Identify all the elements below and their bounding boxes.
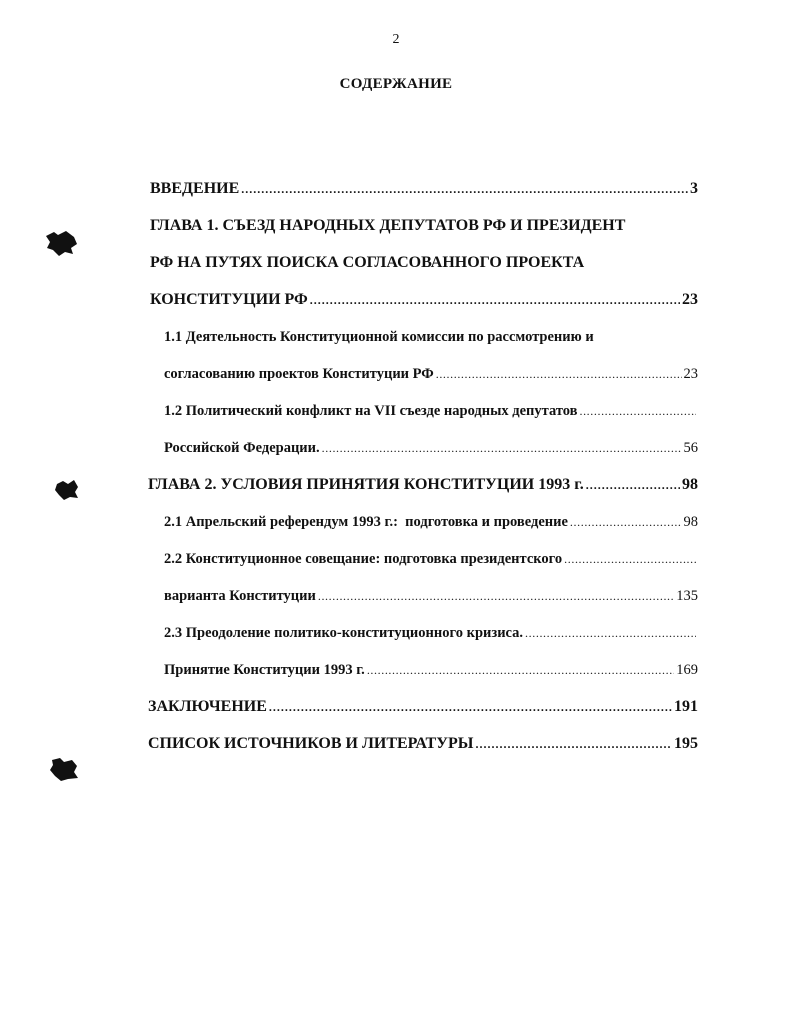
toc-entry-label: Принятие Конституции 1993 г.: [164, 662, 365, 678]
toc-leader-dots: [310, 290, 680, 310]
toc-leader-dots: [570, 512, 682, 532]
punch-hole-mark: [48, 756, 80, 782]
toc-entry-label: ГЛАВА 2. УСЛОВИЯ ПРИНЯТИЯ КОНСТИТУЦИИ 1993 г.: [148, 476, 584, 493]
toc-page-number: 98: [683, 514, 698, 530]
toc-leader-dots: [322, 438, 682, 458]
toc-section-2-3-line-1[interactable]: [164, 623, 698, 643]
toc-chapter-1-line-3[interactable]: [150, 290, 698, 310]
toc-leader-dots: [564, 549, 696, 569]
toc-section-2-2-line-2[interactable]: [164, 586, 698, 606]
toc-page-number: 23: [682, 291, 698, 308]
toc-entry-label: ГЛАВА 1. СЪЕЗД НАРОДНЫХ ДЕПУТАТОВ РФ И ПРЕЗИДЕНТ: [150, 217, 626, 234]
toc-page-number: 23: [683, 366, 698, 382]
toc-page-number: 169: [676, 662, 698, 678]
toc-section-2-1[interactable]: [164, 512, 698, 532]
punch-hole-mark: [54, 478, 80, 502]
toc-leader-dots: [436, 364, 682, 384]
toc-page-number: 98: [682, 476, 698, 493]
toc-entry-label: ЗАКЛЮЧЕНИЕ: [148, 698, 267, 715]
toc-entry-label: ВВЕДЕНИЕ: [150, 180, 240, 197]
toc-section-1-1-line-2[interactable]: [164, 364, 698, 384]
toc-entry-sources[interactable]: [148, 734, 698, 754]
toc-page-number: 135: [676, 588, 698, 604]
toc-section-1-2-line-2[interactable]: [164, 438, 698, 458]
toc-leader-dots: [586, 475, 680, 495]
page-number: 2: [392, 32, 400, 47]
toc-page-number: 195: [674, 735, 698, 752]
toc-entry-label: 1.2 Политический конфликт на VII съезде народных депутатов: [164, 403, 578, 419]
toc-entry-label: СПИСОК ИСТОЧНИКОВ И ЛИТЕРАТУРЫ: [148, 735, 474, 752]
toc-page-number: 56: [683, 440, 698, 456]
toc-page-number: 191: [674, 698, 698, 715]
toc-entry-label: 2.2 Конституционное совещание: подготовка президентского: [164, 551, 563, 567]
toc-title: СОДЕРЖАНИЕ: [339, 76, 453, 92]
toc-entry-label: 1.1 Деятельность Конституционной комиссии по рассмотрению и: [164, 329, 594, 345]
toc-section-2-3-line-2[interactable]: [164, 660, 698, 680]
punch-hole-mark: [44, 228, 80, 258]
toc-chapter-1-line-2[interactable]: [150, 253, 698, 273]
toc-chapter-1-line-1[interactable]: [150, 216, 698, 236]
toc-entry-label: Российской Федерации.: [164, 440, 320, 456]
toc-section-1-1-line-1[interactable]: [164, 327, 698, 347]
toc-entry-label: согласованию проектов Конституции РФ: [164, 366, 434, 382]
toc-leader-dots: [241, 179, 688, 199]
toc-entry-label: 2.3 Преодоление политико-конституционного кризиса.: [164, 625, 524, 641]
toc-leader-dots: [269, 697, 672, 717]
toc-entry-introduction[interactable]: [150, 179, 698, 199]
toc-section-1-2-line-1[interactable]: [164, 401, 698, 421]
toc-entry-label: 2.1 Апрельский референдум 1993 г.: подготовка и проведение: [164, 514, 568, 530]
toc-chapter-2[interactable]: [148, 475, 698, 495]
toc-entry-label: КОНСТИТУЦИИ РФ: [150, 291, 308, 308]
toc-entry-label: РФ НА ПУТЯХ ПОИСКА СОГЛАСОВАННОГО ПРОЕКТА: [150, 254, 585, 271]
toc-page-number: 3: [690, 180, 698, 197]
toc-leader-dots: [475, 734, 672, 754]
toc-leader-dots: [367, 660, 674, 680]
toc-entry-conclusion[interactable]: [148, 697, 698, 717]
toc-leader-dots: [579, 401, 696, 421]
toc-leader-dots: [318, 586, 674, 606]
toc-entry-label: варианта Конституции: [164, 588, 316, 604]
toc-leader-dots: [525, 623, 696, 643]
toc-section-2-2-line-1[interactable]: [164, 549, 698, 569]
